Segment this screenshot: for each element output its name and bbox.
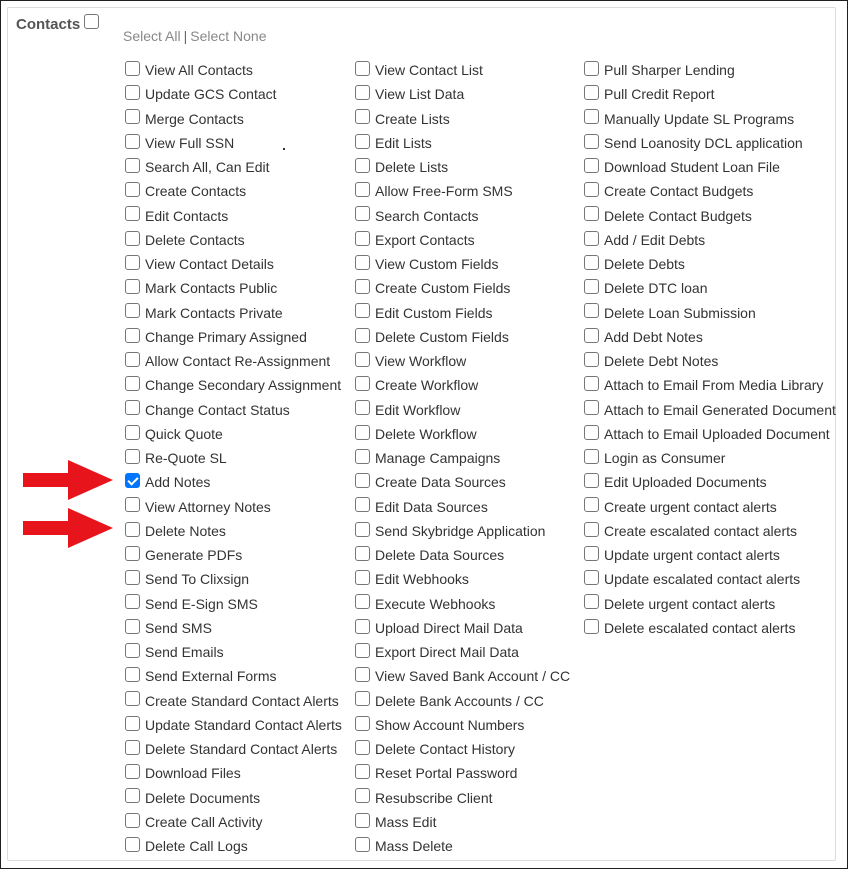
permission-checkbox-allow-free-form-sms[interactable] bbox=[355, 182, 370, 197]
permission-checkbox-delete-lists[interactable] bbox=[355, 158, 370, 173]
permission-checkbox-edit-contacts[interactable] bbox=[125, 206, 140, 221]
section-select-checkbox[interactable] bbox=[84, 14, 99, 29]
permission-label: Resubscribe Client bbox=[375, 789, 493, 806]
permission-checkbox-edit-workflow[interactable] bbox=[355, 400, 370, 415]
permission-checkbox-show-account-numbers[interactable] bbox=[355, 716, 370, 731]
permission-checkbox-delete-data-sources[interactable] bbox=[355, 546, 370, 561]
permission-row-delete-dtc-loan[interactable] bbox=[584, 278, 836, 302]
permission-checkbox-update-gcs-contact[interactable] bbox=[125, 85, 140, 100]
permission-checkbox-delete-loan-submission[interactable] bbox=[584, 303, 599, 318]
permission-label: Edit Contacts bbox=[145, 207, 229, 224]
permission-row-delete-notes[interactable] bbox=[125, 521, 342, 545]
permission-checkbox-update-standard-contact-alerts[interactable] bbox=[125, 716, 140, 731]
permission-row-delete-contact-history[interactable] bbox=[355, 739, 570, 763]
permission-row-re-quote-sl[interactable] bbox=[125, 448, 342, 472]
permission-checkbox-allow-contact-re-assignment[interactable] bbox=[125, 352, 140, 367]
permission-label: Mark Contacts Public bbox=[145, 280, 278, 297]
permission-label: Send Loanosity DCL application bbox=[604, 134, 803, 151]
permission-checkbox-create-contact-budgets[interactable] bbox=[584, 182, 599, 197]
permissions-column-3 bbox=[584, 60, 836, 642]
permission-row-generate-pdfs[interactable] bbox=[125, 545, 342, 569]
permission-row-update-standard-contact-alerts[interactable] bbox=[125, 715, 342, 739]
permission-label: Create Lists bbox=[375, 110, 450, 127]
permissions-column-1 bbox=[125, 60, 342, 860]
permission-checkbox-download-student-loan-file[interactable] bbox=[584, 158, 599, 173]
permission-checkbox-send-skybridge-application[interactable] bbox=[355, 522, 370, 537]
permission-row-edit-data-sources[interactable] bbox=[355, 497, 570, 521]
permission-label: Re-Quote SL bbox=[145, 450, 227, 466]
permission-row-delete-documents[interactable] bbox=[125, 788, 342, 812]
permission-row-delete-call-logs[interactable] bbox=[125, 836, 342, 860]
permission-checkbox-view-all-contacts[interactable] bbox=[125, 61, 140, 76]
permission-label: Mark Contacts Private bbox=[145, 304, 283, 321]
permission-checkbox-edit-custom-fields[interactable] bbox=[355, 303, 370, 318]
permission-row-edit-lists[interactable] bbox=[355, 133, 570, 157]
permission-label: Edit Data Sources bbox=[375, 498, 488, 515]
permission-checkbox-view-contact-list[interactable] bbox=[355, 61, 370, 76]
permission-label: Change Contact Status bbox=[145, 401, 290, 418]
permission-row-change-contact-status[interactable] bbox=[125, 400, 342, 424]
permission-checkbox-login-as-consumer[interactable] bbox=[584, 449, 599, 464]
permission-label: Delete Contact History bbox=[375, 741, 516, 757]
permission-checkbox-delete-custom-fields[interactable] bbox=[355, 328, 370, 343]
permission-row-pull-sharper-lending[interactable] bbox=[584, 60, 836, 84]
permission-checkbox-create-urgent-contact-alerts[interactable] bbox=[584, 497, 599, 512]
permission-label: Search Contacts bbox=[375, 207, 479, 224]
permission-checkbox-attach-to-email-generated-document[interactable] bbox=[584, 400, 599, 415]
permission-row-show-account-numbers[interactable] bbox=[355, 715, 570, 739]
permission-label: Update Standard Contact Alerts bbox=[145, 716, 342, 733]
permission-checkbox-delete-bank-accounts-cc[interactable] bbox=[355, 691, 370, 706]
permission-checkbox-mass-edit[interactable] bbox=[355, 813, 370, 828]
permission-checkbox-delete-urgent-contact-alerts[interactable] bbox=[584, 594, 599, 609]
permission-label: Delete Bank Accounts / CC bbox=[375, 692, 544, 709]
permission-row-attach-to-email-generated-document[interactable] bbox=[584, 400, 836, 424]
permission-checkbox-delete-contact-budgets[interactable] bbox=[584, 206, 599, 221]
permission-row-attach-to-email-uploaded-document[interactable] bbox=[584, 424, 836, 448]
permission-checkbox-pull-credit-report[interactable] bbox=[584, 85, 599, 100]
permission-checkbox-add-notes[interactable] bbox=[125, 473, 140, 488]
permission-row-execute-webhooks[interactable] bbox=[355, 594, 570, 618]
permission-checkbox-edit-data-sources[interactable] bbox=[355, 497, 370, 512]
permission-row-reset-portal-password[interactable] bbox=[355, 763, 570, 787]
permission-label: Manage Campaigns bbox=[375, 450, 501, 466]
permission-label: View Workflow bbox=[375, 353, 467, 369]
permission-checkbox-merge-contacts[interactable] bbox=[125, 109, 140, 124]
permission-row-quick-quote[interactable] bbox=[125, 424, 342, 448]
permission-label: Add Debt Notes bbox=[604, 328, 703, 345]
permission-checkbox-mark-contacts-public[interactable] bbox=[125, 279, 140, 294]
permission-label: Delete Contacts bbox=[145, 231, 245, 248]
permission-row-view-workflow[interactable] bbox=[355, 351, 570, 375]
permission-row-login-as-consumer[interactable] bbox=[584, 448, 836, 472]
permission-checkbox-manage-campaigns[interactable] bbox=[355, 449, 370, 464]
permission-checkbox-delete-contacts[interactable] bbox=[125, 231, 140, 246]
permission-checkbox-pull-sharper-lending[interactable] bbox=[584, 61, 599, 76]
permission-label: Delete escalated contact alerts bbox=[604, 619, 796, 636]
permission-row-create-contact-budgets[interactable] bbox=[584, 181, 836, 205]
permission-label: Delete Debts bbox=[604, 256, 685, 272]
permission-row-delete-debt-notes[interactable] bbox=[584, 351, 836, 375]
permission-label: Change Secondary Assignment bbox=[145, 377, 342, 394]
permission-label: Delete Workflow bbox=[375, 425, 477, 442]
permission-label: Delete Loan Submission bbox=[604, 304, 756, 321]
permission-checkbox-reset-portal-password[interactable] bbox=[355, 764, 370, 779]
permission-label: View Contact Details bbox=[145, 256, 274, 272]
permission-checkbox-view-contact-details[interactable] bbox=[125, 255, 140, 270]
permission-row-edit-contacts[interactable] bbox=[125, 206, 342, 230]
permission-row-view-contact-details[interactable] bbox=[125, 254, 342, 278]
section-title: Contacts bbox=[16, 16, 81, 33]
permission-row-view-attorney-notes[interactable] bbox=[125, 497, 342, 521]
permission-label: Attach to Email From Media Library bbox=[604, 377, 824, 394]
permission-label: Merge Contacts bbox=[145, 110, 244, 127]
permission-row-create-custom-fields[interactable] bbox=[355, 278, 570, 302]
permission-checkbox-send-external-forms[interactable] bbox=[125, 667, 140, 682]
permission-label: Attach to Email Generated Document bbox=[604, 401, 836, 418]
permission-label: Delete Debt Notes bbox=[604, 353, 719, 369]
permission-row-create-lists[interactable] bbox=[355, 109, 570, 133]
permission-label: Mass Delete bbox=[375, 838, 453, 854]
select-links-separator: | bbox=[183, 28, 188, 44]
permission-label: Delete DTC loan bbox=[604, 280, 708, 297]
permission-label: Delete Lists bbox=[375, 159, 449, 175]
permission-checkbox-export-contacts[interactable] bbox=[355, 231, 370, 246]
permission-checkbox-send-loanosity-dcl-application[interactable] bbox=[584, 134, 599, 149]
permission-label: Edit Uploaded Documents bbox=[604, 474, 767, 491]
permission-checkbox-view-attorney-notes[interactable] bbox=[125, 497, 140, 512]
permission-row-change-primary-assigned[interactable] bbox=[125, 327, 342, 351]
permission-row-delete-data-sources[interactable] bbox=[355, 545, 570, 569]
permission-label: Search All, Can Edit bbox=[145, 159, 270, 175]
permission-label: Create Data Sources bbox=[375, 474, 506, 491]
permission-label: Edit Lists bbox=[375, 134, 432, 151]
permission-label: Generate PDFs bbox=[145, 547, 243, 563]
permission-row-view-all-contacts[interactable] bbox=[125, 60, 342, 84]
permission-checkbox-search-all-can-edit[interactable] bbox=[125, 158, 140, 173]
select-all-link[interactable]: Select All bbox=[123, 28, 181, 44]
permission-label: Create Standard Contact Alerts bbox=[145, 692, 339, 709]
permission-row-edit-custom-fields[interactable] bbox=[355, 303, 570, 327]
permission-checkbox-create-custom-fields[interactable] bbox=[355, 279, 370, 294]
permission-checkbox-update-escalated-contact-alerts[interactable] bbox=[584, 570, 599, 585]
permission-row-send-e-sign-sms[interactable] bbox=[125, 594, 342, 618]
arrow-right-icon bbox=[23, 460, 113, 500]
permission-row-create-escalated-contact-alerts[interactable] bbox=[584, 521, 836, 545]
permission-label: Execute Webhooks bbox=[375, 595, 496, 612]
permission-checkbox-re-quote-sl[interactable] bbox=[125, 449, 140, 464]
permission-label: View Custom Fields bbox=[375, 256, 499, 272]
permission-label: Edit Workflow bbox=[375, 401, 461, 418]
permission-row-create-standard-contact-alerts[interactable] bbox=[125, 691, 342, 715]
permission-row-delete-urgent-contact-alerts[interactable] bbox=[584, 594, 836, 618]
permission-row-allow-free-form-sms[interactable] bbox=[355, 181, 570, 205]
permission-checkbox-delete-debt-notes[interactable] bbox=[584, 352, 599, 367]
permission-label: Send E-Sign SMS bbox=[145, 595, 258, 612]
permission-checkbox-delete-debts[interactable] bbox=[584, 255, 599, 270]
permission-row-send-external-forms[interactable] bbox=[125, 666, 342, 690]
permission-checkbox-delete-workflow[interactable] bbox=[355, 425, 370, 440]
permission-row-delete-contact-budgets[interactable] bbox=[584, 206, 836, 230]
permission-checkbox-export-direct-mail-data[interactable] bbox=[355, 643, 370, 658]
permission-checkbox-send-e-sign-sms[interactable] bbox=[125, 594, 140, 609]
permission-label: View Saved Bank Account / CC bbox=[375, 668, 571, 685]
permission-label: Create Contact Budgets bbox=[604, 183, 754, 200]
permission-checkbox-change-contact-status[interactable] bbox=[125, 400, 140, 415]
permission-label: Manually Update SL Programs bbox=[604, 110, 795, 127]
permission-label: Show Account Numbers bbox=[375, 716, 525, 733]
permission-label: Pull Credit Report bbox=[604, 86, 715, 103]
permission-label: Delete Contact Budgets bbox=[604, 207, 752, 224]
permission-checkbox-send-to-clixsign[interactable] bbox=[125, 570, 140, 585]
permission-checkbox-view-saved-bank-account-cc[interactable] bbox=[355, 667, 370, 682]
permission-checkbox-delete-call-logs[interactable] bbox=[125, 837, 140, 852]
permission-label: Allow Free-Form SMS bbox=[375, 183, 513, 200]
permission-row-allow-contact-re-assignment[interactable] bbox=[125, 351, 342, 375]
permission-row-delete-standard-contact-alerts[interactable] bbox=[125, 739, 342, 763]
permission-label: Delete Call Logs bbox=[145, 838, 248, 854]
permission-label: Export Direct Mail Data bbox=[375, 644, 519, 660]
permission-checkbox-add-debt-notes[interactable] bbox=[584, 328, 599, 343]
permission-checkbox-create-workflow[interactable] bbox=[355, 376, 370, 391]
permission-label: Upload Direct Mail Data bbox=[375, 619, 523, 636]
permission-row-add-notes[interactable] bbox=[125, 472, 342, 496]
permission-row-upload-direct-mail-data[interactable] bbox=[355, 618, 570, 642]
permission-row-update-escalated-contact-alerts[interactable] bbox=[584, 569, 836, 593]
permission-checkbox-send-sms[interactable] bbox=[125, 619, 140, 634]
permission-label: Delete Data Sources bbox=[375, 547, 505, 563]
permission-checkbox-edit-uploaded-documents[interactable] bbox=[584, 473, 599, 488]
permission-row-mass-edit[interactable] bbox=[355, 812, 570, 836]
permission-row-edit-workflow[interactable] bbox=[355, 400, 570, 424]
permission-checkbox-view-list-data[interactable] bbox=[355, 85, 370, 100]
permission-label: Send Emails bbox=[145, 644, 224, 660]
permission-row-attach-to-email-from-media-library[interactable] bbox=[584, 375, 836, 399]
permission-row-mass-delete[interactable] bbox=[355, 836, 570, 860]
permission-row-manage-campaigns[interactable] bbox=[355, 448, 570, 472]
permission-checkbox-search-contacts[interactable] bbox=[355, 206, 370, 221]
permission-row-edit-uploaded-documents[interactable] bbox=[584, 472, 836, 496]
permission-row-send-emails[interactable] bbox=[125, 642, 342, 666]
permission-label: View Full SSN bbox=[145, 134, 235, 151]
permission-checkbox-delete-dtc-loan[interactable] bbox=[584, 279, 599, 294]
permission-label: Send To Clixsign bbox=[145, 571, 250, 588]
permission-row-add-edit-debts[interactable] bbox=[584, 230, 836, 254]
permission-label: Reset Portal Password bbox=[375, 765, 518, 782]
permission-checkbox-mass-delete[interactable] bbox=[355, 837, 370, 852]
permission-label: Download Student Loan File bbox=[604, 159, 780, 175]
permission-label: Mass Edit bbox=[375, 813, 437, 830]
permission-checkbox-execute-webhooks[interactable] bbox=[355, 594, 370, 609]
permission-label: Create Contacts bbox=[145, 183, 247, 200]
permission-checkbox-delete-notes[interactable] bbox=[125, 522, 140, 537]
permission-checkbox-edit-lists[interactable] bbox=[355, 134, 370, 149]
permission-row-create-data-sources[interactable] bbox=[355, 472, 570, 496]
permission-checkbox-delete-documents[interactable] bbox=[125, 788, 140, 803]
permission-row-update-urgent-contact-alerts[interactable] bbox=[584, 545, 836, 569]
permission-row-delete-loan-submission[interactable] bbox=[584, 303, 836, 327]
permission-row-merge-contacts[interactable] bbox=[125, 109, 342, 133]
permission-label: Change Primary Assigned bbox=[145, 328, 307, 345]
permission-row-delete-debts[interactable] bbox=[584, 254, 836, 278]
permission-row-send-skybridge-application[interactable] bbox=[355, 521, 570, 545]
permission-label: Delete Standard Contact Alerts bbox=[145, 741, 338, 757]
permission-label: Send External Forms bbox=[145, 668, 277, 685]
permission-checkbox-mark-contacts-private[interactable] bbox=[125, 303, 140, 318]
permission-row-delete-bank-accounts-cc[interactable] bbox=[355, 691, 570, 715]
permission-checkbox-add-edit-debts[interactable] bbox=[584, 231, 599, 246]
permission-row-create-call-activity[interactable] bbox=[125, 812, 342, 836]
permission-row-view-saved-bank-account-cc[interactable] bbox=[355, 666, 570, 690]
permission-label: Delete Custom Fields bbox=[375, 328, 509, 345]
permission-checkbox-change-primary-assigned[interactable] bbox=[125, 328, 140, 343]
permission-label: Create urgent contact alerts bbox=[604, 498, 777, 515]
permission-label: Delete Documents bbox=[145, 789, 261, 806]
permission-label: Attach to Email Uploaded Document bbox=[604, 425, 830, 442]
permission-label: Update GCS Contact bbox=[145, 86, 277, 103]
permission-checkbox-create-contacts[interactable] bbox=[125, 182, 140, 197]
permission-checkbox-download-files[interactable] bbox=[125, 764, 140, 779]
permission-row-view-full-ssn[interactable] bbox=[125, 133, 342, 157]
permission-checkbox-create-standard-contact-alerts[interactable] bbox=[125, 691, 140, 706]
permission-row-download-student-loan-file[interactable] bbox=[584, 157, 836, 181]
permission-label: Create Workflow bbox=[375, 377, 479, 394]
permission-label: Login as Consumer bbox=[604, 450, 726, 466]
permission-row-delete-contacts[interactable] bbox=[125, 230, 342, 254]
permission-checkbox-upload-direct-mail-data[interactable] bbox=[355, 619, 370, 634]
permission-label: Update escalated contact alerts bbox=[604, 571, 801, 588]
permission-row-resubscribe-client[interactable] bbox=[355, 788, 570, 812]
permission-checkbox-view-workflow[interactable] bbox=[355, 352, 370, 367]
permission-label: View Contact List bbox=[375, 62, 483, 78]
permission-label: Delete Notes bbox=[145, 522, 226, 539]
permission-label: Create Call Activity bbox=[145, 813, 263, 830]
permission-row-delete-escalated-contact-alerts[interactable] bbox=[584, 618, 836, 642]
permission-row-update-gcs-contact[interactable] bbox=[125, 84, 342, 108]
permission-row-send-to-clixsign[interactable] bbox=[125, 569, 342, 593]
permission-row-search-all-can-edit[interactable] bbox=[125, 157, 342, 181]
permission-label: Pull Sharper Lending bbox=[604, 62, 735, 78]
permission-checkbox-delete-standard-contact-alerts[interactable] bbox=[125, 740, 140, 755]
stray-dot bbox=[283, 148, 285, 150]
permission-label: Create Custom Fields bbox=[375, 280, 511, 297]
permission-checkbox-edit-webhooks[interactable] bbox=[355, 570, 370, 585]
permission-row-download-files[interactable] bbox=[125, 763, 342, 787]
permission-row-mark-contacts-private[interactable] bbox=[125, 303, 342, 327]
permission-row-manually-update-sl-programs[interactable] bbox=[584, 109, 836, 133]
permission-label: Export Contacts bbox=[375, 231, 475, 248]
permission-label: Allow Contact Re-Assignment bbox=[145, 353, 331, 369]
permission-row-export-direct-mail-data[interactable] bbox=[355, 642, 570, 666]
permission-label: View List Data bbox=[375, 86, 465, 103]
permission-checkbox-send-emails[interactable] bbox=[125, 643, 140, 658]
permission-checkbox-create-escalated-contact-alerts[interactable] bbox=[584, 522, 599, 537]
permission-label: Send Skybridge Application bbox=[375, 522, 546, 539]
permission-label: Quick Quote bbox=[145, 425, 223, 442]
permission-row-add-debt-notes[interactable] bbox=[584, 327, 836, 351]
permission-row-create-urgent-contact-alerts[interactable] bbox=[584, 497, 836, 521]
permission-checkbox-change-secondary-assignment[interactable] bbox=[125, 376, 140, 391]
permission-checkbox-resubscribe-client[interactable] bbox=[355, 788, 370, 803]
permission-row-create-contacts[interactable] bbox=[125, 181, 342, 205]
permission-label: Delete urgent contact alerts bbox=[604, 595, 776, 612]
permission-checkbox-delete-contact-history[interactable] bbox=[355, 740, 370, 755]
select-none-link[interactable]: Select None bbox=[190, 28, 267, 44]
permission-row-edit-webhooks[interactable] bbox=[355, 569, 570, 593]
permission-checkbox-attach-to-email-from-media-library[interactable] bbox=[584, 376, 599, 391]
permission-checkbox-generate-pdfs[interactable] bbox=[125, 546, 140, 561]
permission-row-view-contact-list[interactable] bbox=[355, 60, 570, 84]
permission-label: View Attorney Notes bbox=[145, 498, 271, 515]
permission-row-mark-contacts-public[interactable] bbox=[125, 278, 342, 302]
permission-checkbox-attach-to-email-uploaded-document[interactable] bbox=[584, 425, 599, 440]
select-links bbox=[123, 28, 267, 44]
permission-label: Download Files bbox=[145, 765, 241, 782]
permission-checkbox-delete-escalated-contact-alerts[interactable] bbox=[584, 619, 599, 634]
permission-row-delete-workflow[interactable] bbox=[355, 424, 570, 448]
permission-row-create-workflow[interactable] bbox=[355, 375, 570, 399]
permission-label: Add Notes bbox=[145, 474, 211, 491]
permission-label: Edit Webhooks bbox=[375, 571, 469, 588]
permissions-column-2 bbox=[355, 60, 570, 860]
permission-label: View All Contacts bbox=[145, 62, 253, 78]
permission-row-delete-custom-fields[interactable] bbox=[355, 327, 570, 351]
permission-checkbox-create-call-activity[interactable] bbox=[125, 813, 140, 828]
permission-row-delete-lists[interactable] bbox=[355, 157, 570, 181]
permission-label: Add / Edit Debts bbox=[604, 231, 706, 248]
permission-label: Edit Custom Fields bbox=[375, 304, 493, 321]
permission-row-search-contacts[interactable] bbox=[355, 206, 570, 230]
permission-label: Send SMS bbox=[145, 619, 212, 636]
permission-row-pull-credit-report[interactable] bbox=[584, 84, 836, 108]
permission-row-send-sms[interactable] bbox=[125, 618, 342, 642]
permission-row-send-loanosity-dcl-application[interactable] bbox=[584, 133, 836, 157]
permission-checkbox-create-data-sources[interactable] bbox=[355, 473, 370, 488]
permission-row-view-list-data[interactable] bbox=[355, 84, 570, 108]
permission-checkbox-view-custom-fields[interactable] bbox=[355, 255, 370, 270]
permission-label: Update urgent contact alerts bbox=[604, 547, 780, 563]
permission-row-export-contacts[interactable] bbox=[355, 230, 570, 254]
permission-row-view-custom-fields[interactable] bbox=[355, 254, 570, 278]
permission-checkbox-view-full-ssn[interactable] bbox=[125, 134, 140, 149]
permission-checkbox-manually-update-sl-programs[interactable] bbox=[584, 109, 599, 124]
permission-checkbox-update-urgent-contact-alerts[interactable] bbox=[584, 546, 599, 561]
permission-checkbox-quick-quote[interactable] bbox=[125, 425, 140, 440]
permission-row-change-secondary-assignment[interactable] bbox=[125, 375, 342, 399]
permission-checkbox-create-lists[interactable] bbox=[355, 109, 370, 124]
arrow-right-icon bbox=[23, 508, 113, 548]
permission-label: Create escalated contact alerts bbox=[604, 522, 797, 539]
